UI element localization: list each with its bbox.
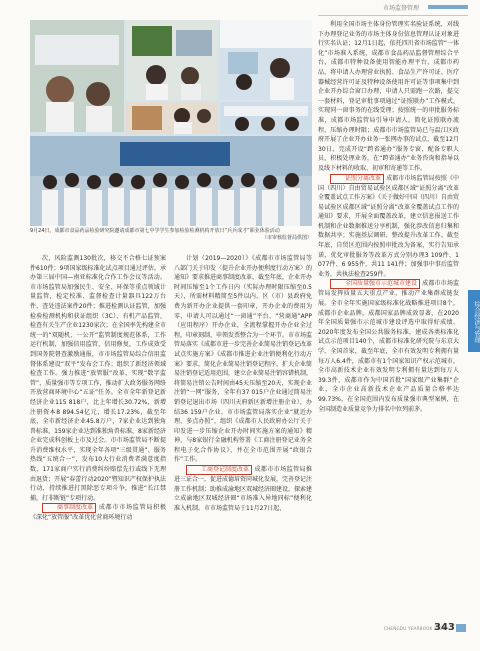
section-heading: 全国质量强市示范城市建设 [330,279,420,289]
section-side-tab: 综合经济与管理 [468,290,480,352]
photo-collage [30,20,312,226]
lab-photo-1 [30,20,124,132]
paragraph [318,279,459,414]
paragraph-text: 成都市市场监管局按照《中国（四川）自由贸易试验区成都区域“证照分离”改革全覆盖试点工作方案》《关于做好中国（四川）自由贸易试验区成都区域“证照分离”改革全覆盖试点工作的通知》要求，开展全面覆盖改革，建立信息报送工作机制和企业数据推送分享机制，强化涉改信息归集和数据共享；实施基层调研、整改提升改革工作。截至年底，自贸区范围内按照审批改为备案，实行告知承诺，优化审批服务等改革方式分别办理3 109件、1 077件、6 955件，共11 141件；加强事中事后监管业务，共执法检查259件。 [318,174,459,278]
header-rule [318,15,468,16]
lab-photo-2 [126,20,218,100]
paragraph: 次，风险监测130批次，移交不合格七证预案件610件；9项国家级标准化试点项目通过评估，承办第三届中国—南亚标准化合作工作会议等活动。市市场监管局加强民生、安全、环保等重点领域计量监管，检定校准、监督检查计量器具122万台件，查处违法案件20件；推进检测认证监管，加强检验检测机构和获证组织（3C）、有机产品监管，检查有关生产企业1230家次；在全国率先构建全市统一的“双随机、一公开”监管制度规范体系，工作运行机制，加强信用监管，信用修复，工作成效受到国务院督查激励通报，市市场监管局综合信用监督体系建设“双平”发布会工作；组织了新经济领域检查工作。强力推进“放管服”改革，实现“数字监管”、质量强市等专项工作，推动扩大政务服务网络开放营商环境中心“五证”任务。全市全年新登记新经济企业115 818户，比上年增长30.72%，新增注册资本8 894.54亿元，增长17.23%，截至年底，全市新经济企业45.8万户，7家企业达到独角兽标准，159家企业达到准独角兽标准，8家新经济企业完成科创板上市及过会。市市场监管局不断提升消费维权水平，实现全年各项“三级贯通”、服务热线“五统合一”，发布10大行业消费者满意度指数，171家商户实行消费纠纷赔偿先行或线下无理由退货；开展“春蕾行动2020”暨知识产权保护执法行动，持续推进打黑除恶专项斗争，推进“长江禁捕，打非断链”专项行动。 [30,255,166,502]
footer-accent-bar [456,624,466,632]
photo-caption [30,228,312,242]
text-column-1 [30,254,166,523]
paragraph [174,465,312,513]
page-header [0,0,480,18]
paragraph [318,174,459,280]
group-photo [30,136,312,226]
page-number: 343 [434,622,455,633]
lab-photo-4 [126,102,218,134]
paragraph-text: 成都市市场监管局积极《深化“放管服”改革优化营商环境行动 [30,504,166,522]
caption-credit: （市审核监督局供图） [261,235,312,241]
paragraph [30,503,166,523]
text-column-3 [318,20,459,414]
yearbook-label: CHENGDU YEARBOOK 2021 [384,626,446,631]
section-heading: 工商登记制度改革 [186,465,252,475]
paragraph: 计划（2019—2020）》《成都市市场监管局等八部门关于印发〈提升企业开办便利度行动方案〉的通知》要求推进商事制度改革，截至年底，企业开办时间压缩至1个工作日内（实际办理时限压缩至0.5天），所需材料精简至5件以内，区（市）县政府免费为新开办企业提供一套印章，开办企业的费用为零，申请人可以通过“一窗通”平台、“营商通”APP（应用程序）开办企业，全流程掌握开办企业全过程，印章刻制、申领发票整合为一个环节。市市场监管局落实《成都市进一步完善企业简易注销登记改革试点实施方案》《成都市推进企业注销便利化行动方案》要求，简化企业简易注销登记程序，扩大企业简易注销登记适用范围，建立企业简易注销容错机制，将简易注销公告时间由45天压缩至20天，实现企业注销“一网”服务，全年有37 015户企业通过简易注销登记退出市场（四川天府新区新增注册企业），办结36 159户企业。市市场监管局落实企业“就近办理，多点办照”，组织《成都市人民政府办公厅关于印发进一步压缩企业开办时间实施方案的通知》精神，与8家银行金融机构签署《工商注册登记业务全程电子化合作协议》，并在全市范围开展“政银合作”工作。 [174,255,312,464]
header-accent-bar [428,5,468,9]
section-label: 市场监督管理 [383,5,420,12]
paragraph-text: 成都市市场监管局推进三证合一，促进成德眉资同城化发展，完善登记注册工作机制；助推成渝地区双城经济圈建设，探索建立成渝地区双城经济圈“市场准入异地同标”便利化准入机制。市市场监管局于11月27日起， [174,466,312,512]
paragraph: 利用全国市场主体身份管理实名验证系统，对线下办理登记业务的市场主体身份信息管理认证对象进行实名认证；12月1日起，依托四川省市场监管“一体化”市场准入系统，成都市食品药品监督管理综合平台，成都市特种设备使用智能办理平台，成都市药品，将申请人办理营业执照、食品生产许可证、医疗器械经营许可证及特种设备使用许可证等事项集中到企业开办综合窗口办理，申请人只需跑一次路，提交一套材料，登记审批事项通过“证照联办”工作模式，实现同一窗事务的在线受理；按照统一的审批服务标准，成都市场监管局引导申请人，简化证照联办流程，压缩办理时限；成都市市场监管局已与温江区政府开展了企业开办业务一张网办事的试点，截至12月30日，完成开设“跨省通办”服务专窗，配备专职人员，积极处理业务，在“跨省通办”业务咨询和指导以及线下材料的收取、初审和寄递等工作。 [318,21,459,172]
text-column-2 [174,254,312,513]
page-footer [318,622,468,636]
lab-photo-3 [220,20,312,100]
section-heading: 商事制度改革 [42,503,96,513]
section-heading: 证照分离改革 [330,174,384,184]
paragraph-text: 成都市市场监管局发挥质量五大重点产业，推动产业集群成链发展。全市全年实施国家级标准化战略推进项目8个，成都市企业品牌，成都国家品牌成效显著，在2020年全国质量强市示范城市建设评选中取得好成绩，2020年度发布全国公共服务标准，建成各类标准化试点示范项目140个，成都市标准化研究院与东京大学，全国首家，截至年底，全市有效发明专利拥有量每万人6.4件，成都市有1个国家知识产权示范城市，全市高新技术企业有效发明专利拥有量达到每万人39.3件，成都市作为中国首批“国家级产业集群”企业，全市企业高新技术企业产品质量合格率达99.73%，在全国范围内发布质量强市典型案例，在全国制造业质量竞争力排名中位列前茅。 [318,280,459,413]
caption-text: 9月24日，成都市食品药品检验研究院邀请成都市第七中学学生参加检验检测机构开放日“兵兵成才”职业体验活动 [30,228,280,234]
lab-photo-5 [220,102,312,134]
